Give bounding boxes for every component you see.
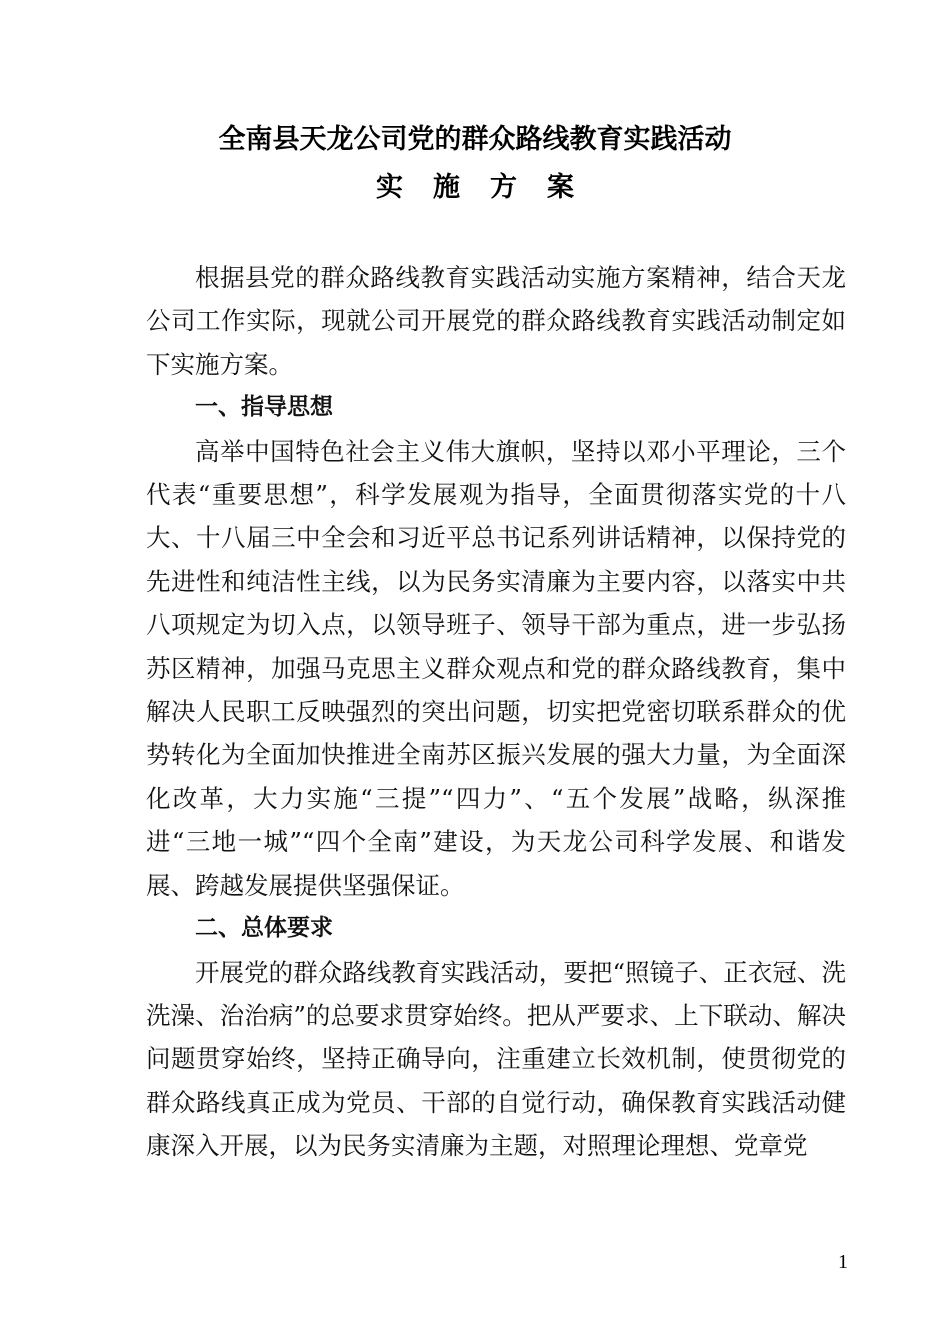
section-heading-general-requirements: 二、总体要求 xyxy=(195,915,333,942)
page-number: 1 xyxy=(838,1251,848,1273)
document-body xyxy=(146,256,846,1168)
intro-paragraph: 根据县党的群众路线教育实践活动实施方案精神，结合天龙公司工作实际，现就公司开展党的群众路线教育实践活动制定如下实施方案。 xyxy=(146,263,846,379)
section-paragraph-general-requirements: 开展党的群众路线教育实践活动，要把“照镜子、正衣冠、洗洗澡、治治病”的总要求贯穿始终。把从严要求、上下联动、解决问题贯穿始终，坚持正确导向，注重建立长效机制，使贯彻党的群众路线真正成为党员、干部的自觉行动，确保教育实践活动健康深入开展，以为民务实清廉为主题，对照理论理想、党章党 xyxy=(146,957,846,1161)
section-heading-guiding-thought: 一、指导思想 xyxy=(195,394,333,421)
document-title: 全南县天龙公司党的群众路线教育实践活动 xyxy=(218,124,732,155)
document-subtitle: 实施方案 xyxy=(376,172,604,203)
section-paragraph-guiding-thought: 高举中国特色社会主义伟大旗帜，坚持以邓小平理论，三个代表“重要思想”，科学发展观为指导，全面贯彻落实党的十八大、十八届三中全会和习近平总书记系列讲话精神，以保持党的先进性和纯洁性主线，以为民务实清廉为主要内容，以落实中共八项规定为切入点，以领导班子、领导干部为重点，进一步弘扬苏区精神，加强马克思主义群众观点和党的群众路线教育，集中解决人民职工反映强烈的突出问题，切实把党密切联系群众的优势转化为全面加快推进全南苏区振兴发展的强大力量，为全面深化改革，大力实施“三提”“四力”、“五个发展”战略，纵深推进“三地一城”“四个全南”建设，为天龙公司科学发展、和谐发展、跨越发展提供坚强保证。 xyxy=(146,436,846,900)
